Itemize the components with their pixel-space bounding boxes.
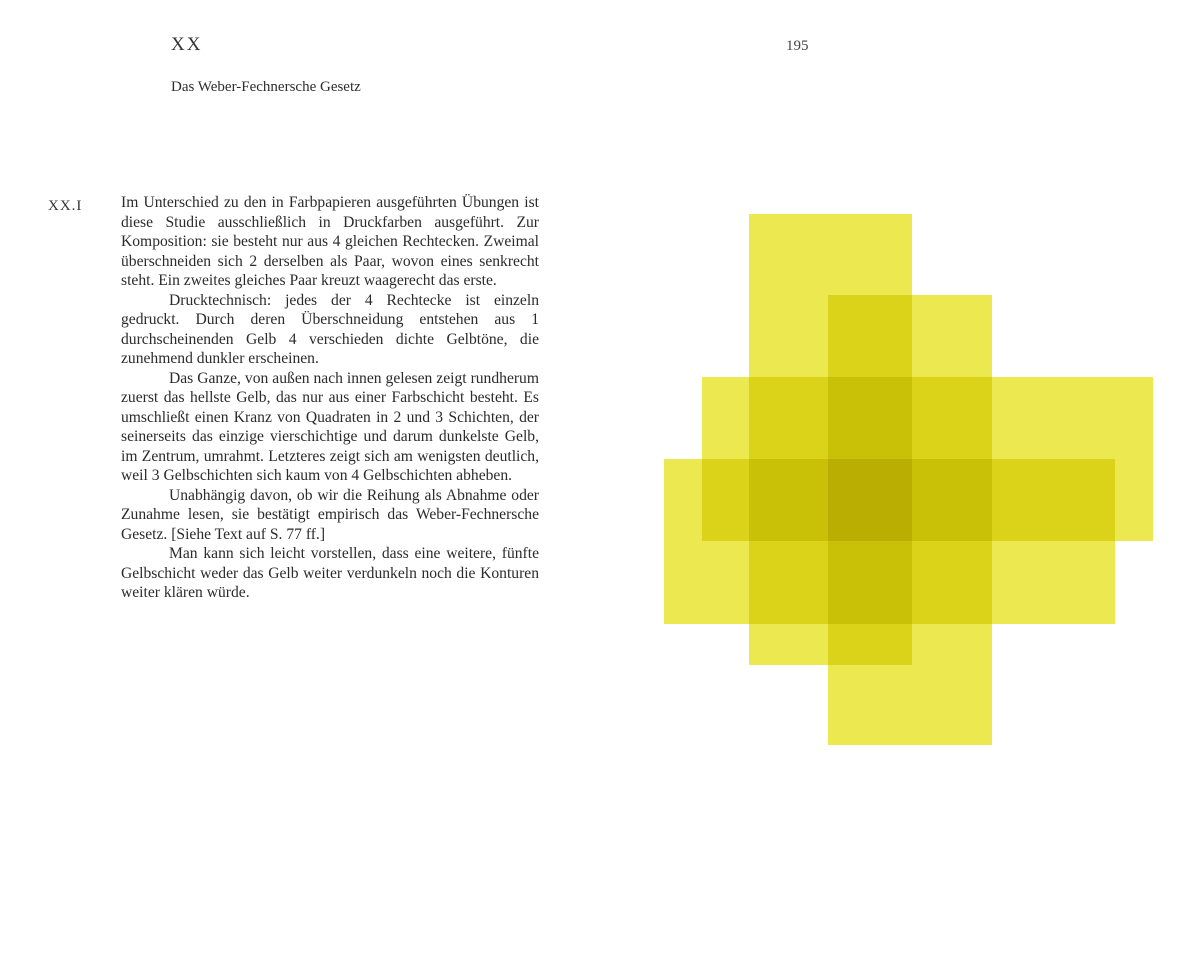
yellow-rectangles-artwork [640,190,1180,770]
chapter-number: XX [171,34,203,55]
paragraph-4: Unabhängig davon, ob wir die Reihung als Abnahme oder Zunahme lesen, sie bestätigt empirisch das Weber-Fechnersche Gesetz. [Siehe Text auf S. 77 ff.] [121,486,539,543]
paragraph-2: Drucktechnisch: jedes der 4 Rechtecke ist einzeln gedruckt. Durch deren Überschneidung entstehen aus 1 durchscheinenden Gelb 4 verschieden dichte Gelbtöne, die zunehmend dunkler erscheinen. [121,291,539,367]
horizontal-rectangle-2 [664,459,1115,624]
body-text [121,193,539,603]
paragraph-3: Das Ganze, von außen nach innen gelesen zeigt rundherum zuerst das hellste Gelb, das nur aus einer Farbschicht besteht. Es umschließt einen Kranz von Quadraten in 2 und 3 Schichten, der seinerseits das einzige vierschichtige und darum dunkelste Gelb, im Zentrum, umrahmt. Letzteres zeigt sich am wenigsten deutlich, weil 3 Gelbschichten sich kaum von 4 Gelbschichten abheben. [121,369,539,484]
paragraph-5: Man kann sich leicht vorstellen, dass eine weitere, fünfte Gelbschicht weder das Gelb weiter verdunkeln noch die Konturen weiter klären würde. [121,545,539,601]
section-label: XX.I [48,198,83,214]
paragraph-1: Im Unterschied zu den in Farbpapieren ausgeführten Übungen ist diese Studie ausschließlich in Druckfarben ausgeführt. Zur Komposition: sie besteht nur aus 4 gleichen Rechtecken. Zweimal überschneiden sich 2 derselben als Paar, wovon eines senkrecht steht. Ein zweites gleiches Paar kreuzt waagerecht das erste. [121,194,539,289]
chapter-title: Das Weber-Fechnersche Gesetz [171,79,361,95]
page-number: 195 [786,38,809,54]
